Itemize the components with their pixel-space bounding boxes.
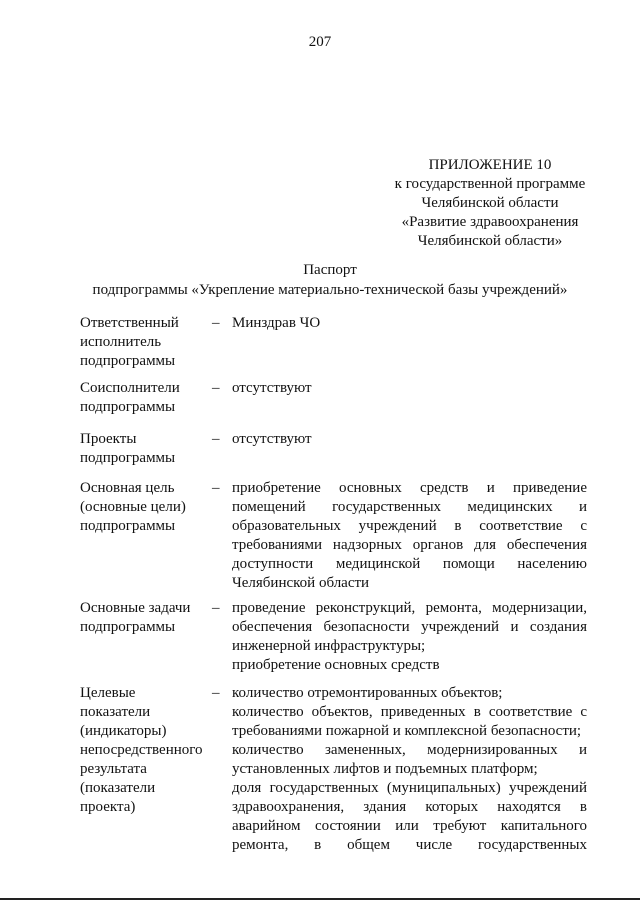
scan-edge-line	[0, 898, 640, 900]
row-dash: –	[212, 480, 220, 496]
row-label	[80, 684, 205, 817]
row-value	[232, 430, 587, 449]
row-value	[232, 684, 587, 855]
row-label-line: подпрограммы	[80, 619, 176, 635]
row-label-line: Проекты	[80, 431, 137, 447]
row-label	[80, 479, 205, 536]
row-value	[232, 599, 587, 675]
row-label-line: результата	[80, 761, 147, 777]
row-value-line: количество отремонтированных объектов;	[232, 685, 503, 701]
row-dash: –	[212, 431, 220, 447]
row-label	[80, 430, 205, 468]
appendix-line: «Развитие здравоохранения	[401, 214, 579, 230]
row-value-line: проведение реконструкций, ремонта, модернизации,	[232, 600, 587, 616]
row-label	[80, 314, 205, 371]
row-value-line: требованиями надзорных органов для обеспечения	[232, 537, 587, 553]
row-value-line: аварийном состоянии или требуют капитального	[232, 818, 587, 834]
row-value-line: Челябинской области	[232, 575, 370, 591]
row-value-line: помещений государственных медицинских и	[232, 499, 587, 515]
row-value-line: требованиями пожарной и комплексной безопасности;	[232, 723, 582, 739]
row-label-line: Основные задачи	[80, 600, 191, 616]
row-value-line: установленных лифтов и подъемных платформ;	[232, 761, 538, 777]
row-label	[80, 599, 205, 637]
row-value	[232, 379, 587, 398]
row-label-line: непосредственного	[80, 742, 203, 758]
row-dash: –	[212, 685, 220, 701]
row-dash: –	[212, 315, 220, 331]
passport-title: Паспорт	[303, 262, 357, 278]
row-dash: –	[212, 380, 220, 396]
row-label	[80, 379, 205, 417]
row-value-line: приобретение основных средств	[232, 657, 440, 673]
row-value	[232, 479, 587, 593]
row-label-line: (показатели	[80, 780, 156, 796]
row-value-line: инженерной инфраструктуры;	[232, 638, 426, 654]
row-value-line: приобретение основных средств и приведение	[232, 480, 587, 496]
row-label-line: подпрограммы	[80, 518, 176, 534]
row-label-line: подпрограммы	[80, 399, 176, 415]
row-value-line: отсутствуют	[232, 431, 312, 447]
row-label-line: исполнитель	[80, 334, 162, 350]
appendix-header	[380, 156, 600, 251]
row-value-line: обеспечения безопасности учреждений и создания	[232, 619, 587, 635]
appendix-line: Челябинской области	[421, 195, 559, 211]
row-dash: –	[212, 600, 220, 616]
row-value-line: доля государственных (муниципальных) учреждений	[232, 780, 587, 796]
row-label-line: подпрограммы	[80, 450, 176, 466]
appendix-line: к государственной программе	[394, 176, 586, 192]
row-value-line: количество замененных, модернизированных и	[232, 742, 587, 758]
appendix-line: Челябинской области»	[417, 233, 563, 249]
row-value-line: ремонта, в общем числе государственных	[232, 837, 587, 853]
row-value-line: отсутствуют	[232, 380, 312, 396]
row-label-line: (индикаторы)	[80, 723, 167, 739]
row-value	[232, 314, 587, 333]
row-value-line: образовательных учреждений в соответствие с	[232, 518, 587, 534]
row-value-line: здравоохранения, здания которых находятся в	[232, 799, 587, 815]
row-value-line: доступности медицинской помощи населению	[232, 556, 587, 572]
row-label-line: Соисполнители	[80, 380, 180, 396]
row-label-line: (основные цели)	[80, 499, 186, 515]
passport-heading	[0, 260, 640, 300]
row-label-line: Целевые	[80, 685, 136, 701]
row-label-line: показатели	[80, 704, 151, 720]
appendix-line: ПРИЛОЖЕНИЕ 10	[428, 157, 552, 173]
row-label-line: проекта)	[80, 799, 136, 815]
row-label-line: Ответственный	[80, 315, 179, 331]
row-label-line: подпрограммы	[80, 353, 176, 369]
row-label-line: Основная цель	[80, 480, 175, 496]
page-number: 207	[308, 34, 332, 50]
row-value-line: количество объектов, приведенных в соответствие с	[232, 704, 587, 720]
row-value-line: Минздрав ЧО	[232, 315, 321, 331]
passport-subtitle: подпрограммы «Укрепление материально-технической базы учреждений»	[92, 282, 568, 298]
